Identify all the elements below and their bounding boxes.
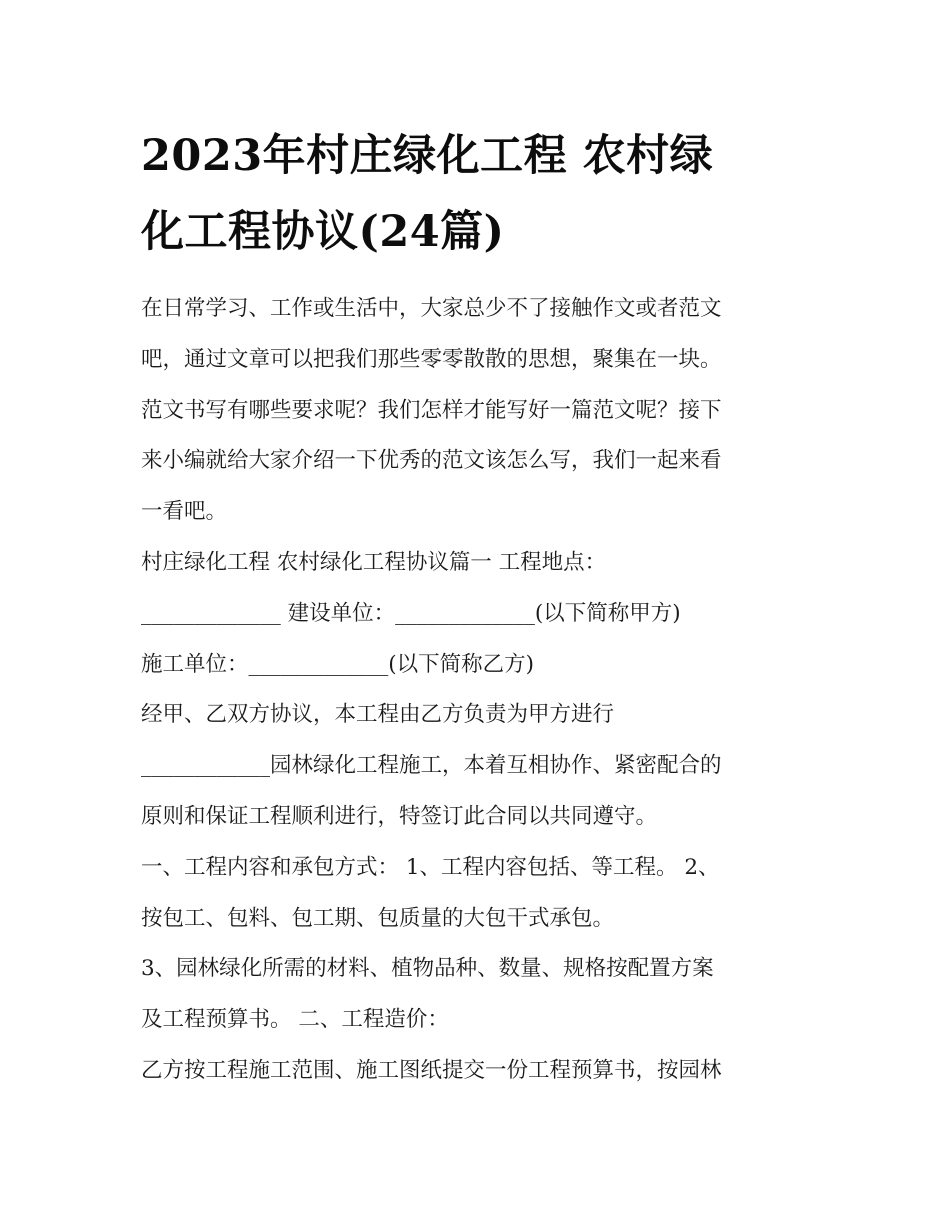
- body-line: 及工程预算书。 二、工程造价：: [141, 1007, 449, 1033]
- title-line-2: 化工程协议(24篇): [141, 207, 505, 257]
- document-title: [141, 118, 821, 270]
- body-line: 3、园林绿化所需的材料、植物品种、数量、规格按配置方案: [141, 956, 714, 982]
- body-line: 在日常学习、工作或生活中，大家总少不了接触作文或者范文: [141, 296, 722, 321]
- document-content: [141, 118, 821, 1097]
- body-line: 范文书写有哪些要求呢？我们怎样才能写好一篇范文呢？接下: [141, 397, 722, 423]
- body-line: 原则和保证工程顺利进行，特签订此合同以共同遵守。: [141, 803, 658, 829]
- body-line: 一、工程内容和承包方式： 1、工程内容包括、等工程。 2、: [141, 854, 720, 880]
- body-line: 村庄绿化工程 农村绿化工程协议篇一 工程地点：: [141, 549, 607, 575]
- body-line: ____________园林绿化工程施工，本着互相协作、紧密配合的: [141, 753, 722, 779]
- body-line: 一看吧。: [141, 499, 228, 525]
- body-line: 经甲、乙双方协议，本工程由乙方负责为甲方进行: [141, 702, 615, 728]
- body-line: _____________ 建设单位：_____________(以下简称甲方): [141, 600, 681, 626]
- body-line: 按包工、包料、包工期、包质量的大包干式承包。: [141, 905, 615, 931]
- document-body: [141, 284, 821, 1097]
- body-line: 施工单位：_____________(以下简称乙方): [141, 651, 535, 677]
- body-line: 吧，通过文章可以把我们那些零零散散的思想，聚集在一块。: [141, 346, 722, 372]
- body-line: 来小编就给大家介绍一下优秀的范文该怎么写，我们一起来看: [141, 448, 722, 474]
- body-line: 乙方按工程施工范围、施工图纸提交一份工程预算书，按园林: [141, 1057, 722, 1083]
- title-line-1: 2023年村庄绿化工程 农村绿: [141, 131, 714, 181]
